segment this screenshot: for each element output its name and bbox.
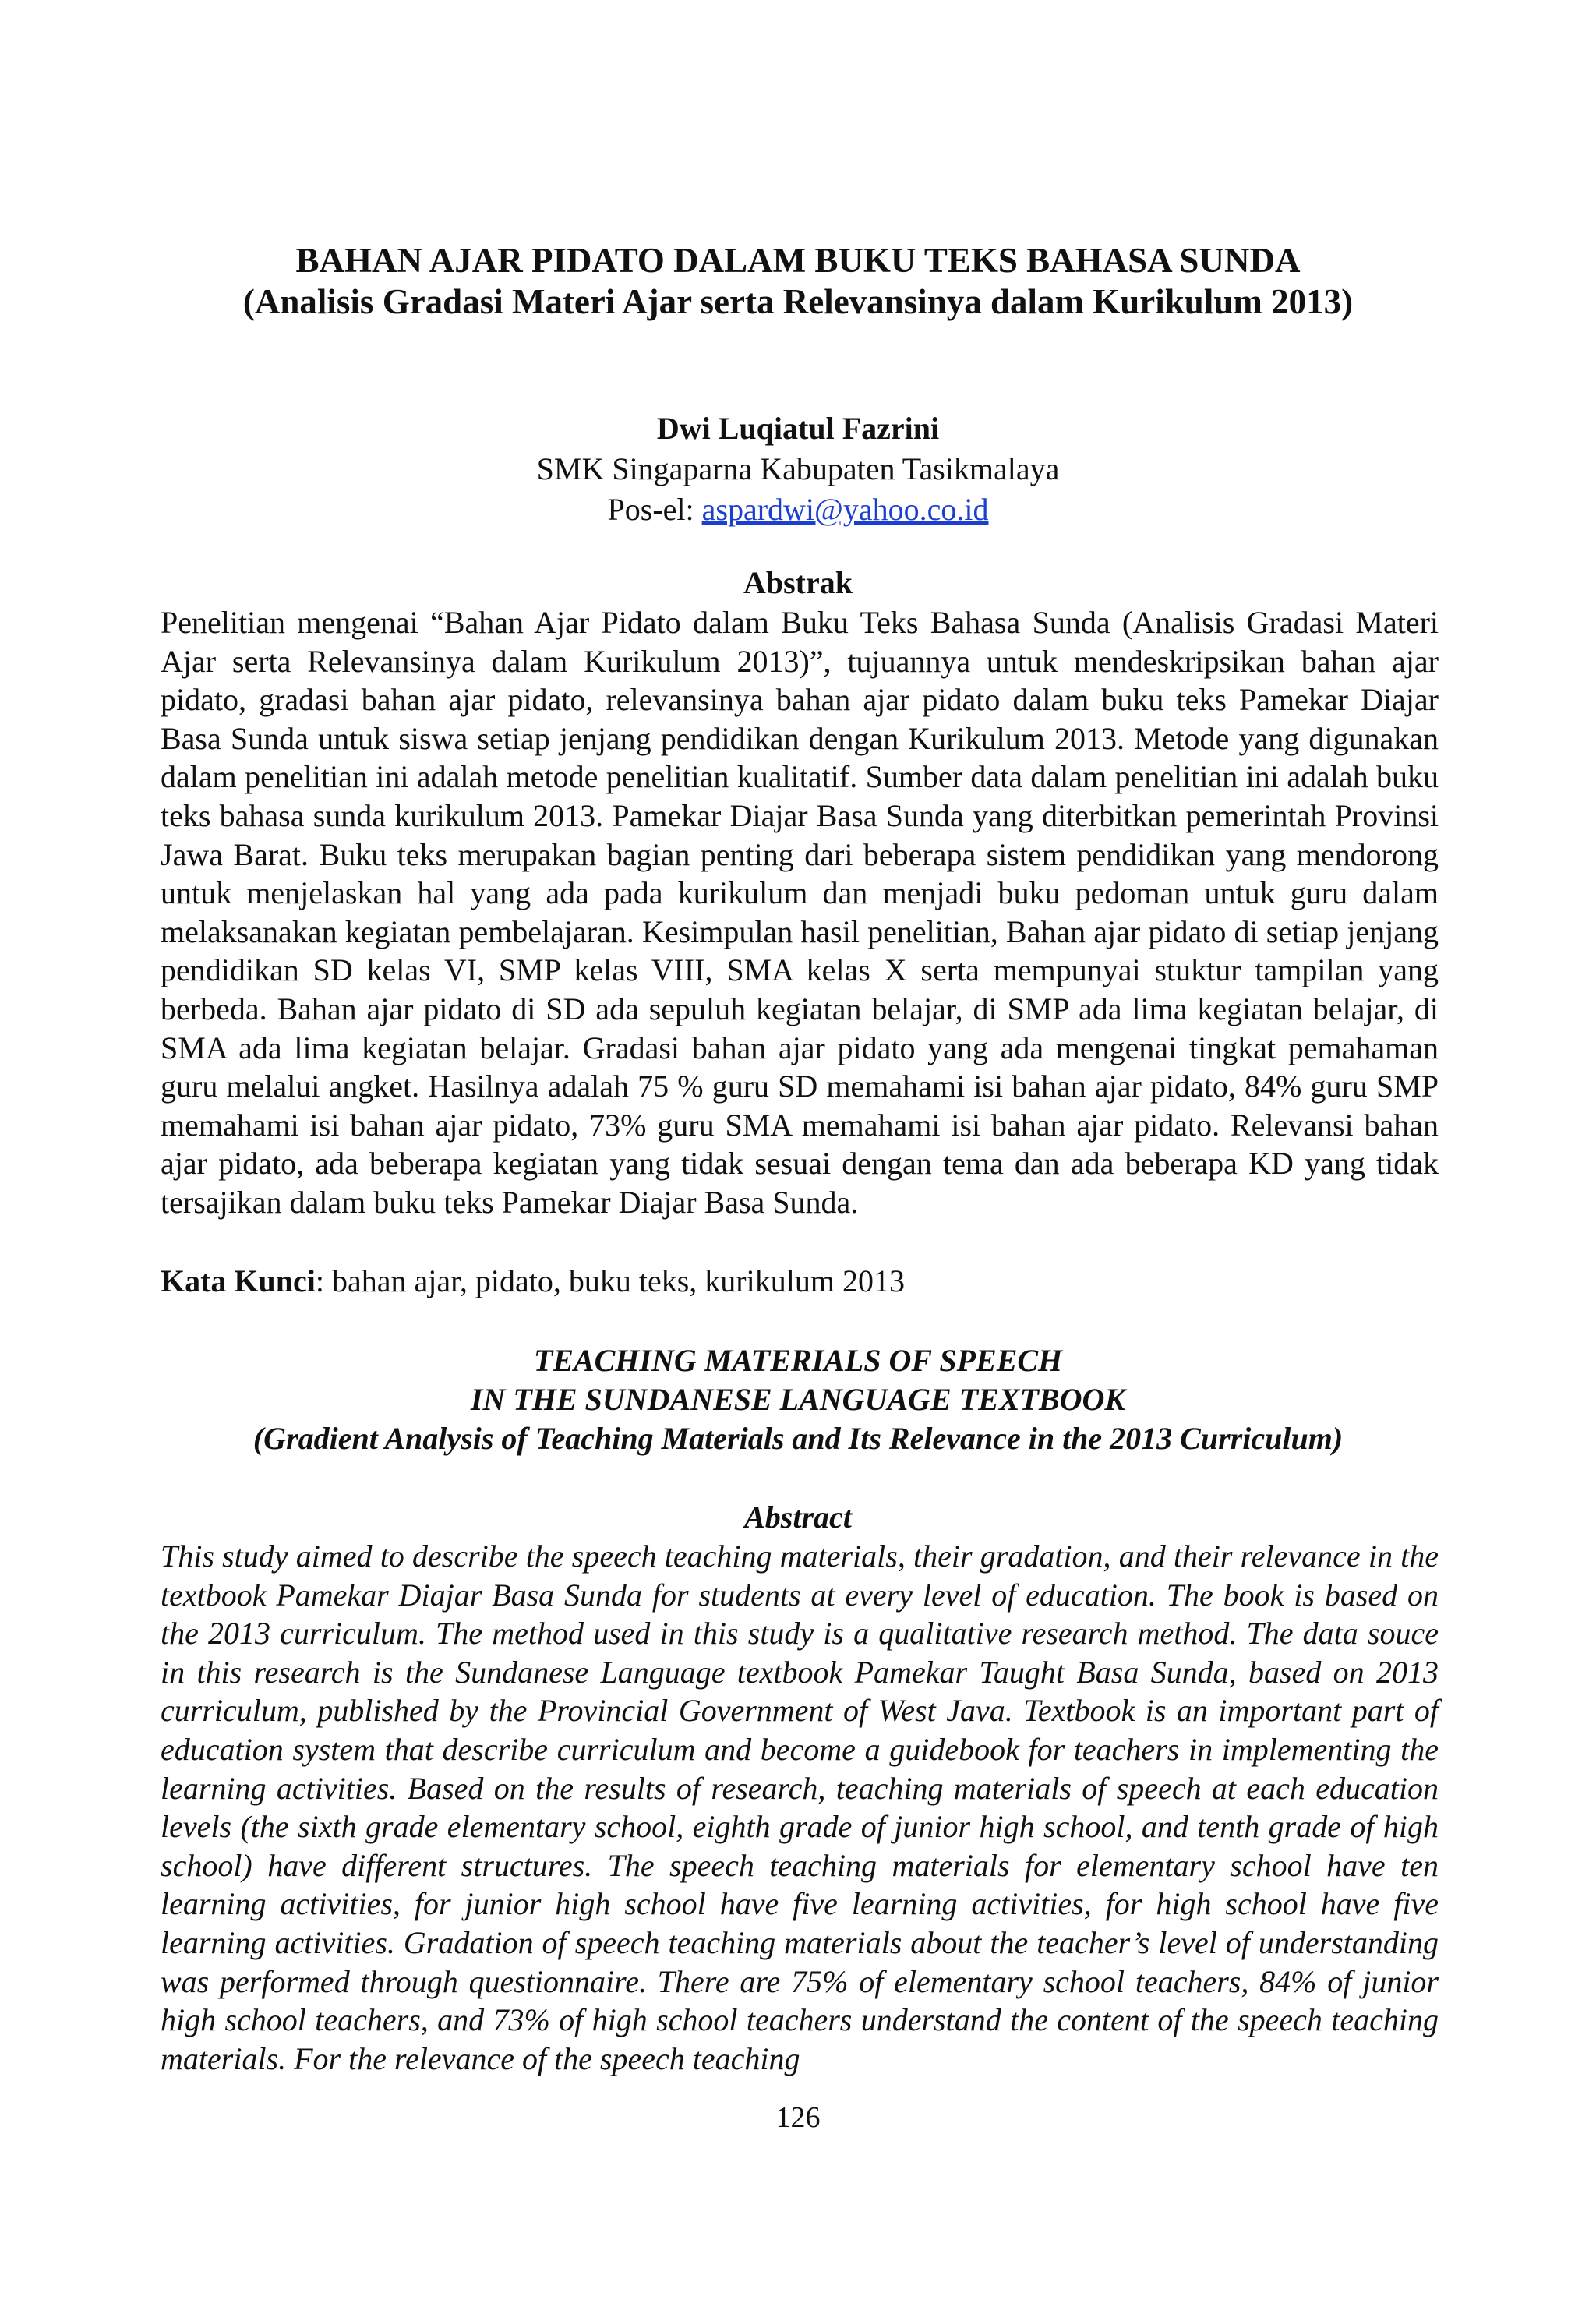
title-line-2: (Analisis Gradasi Materi Ajar serta Relevansinya dalam Kurikulum 2013) [242, 282, 1354, 321]
abstract-body: This study aimed to describe the speech teaching materials, their gradation, and their relevance in the textbook Pamekar Diajar Basa Sunda for students at every level of education. The book is based on the 2013 curriculum. The method used in this study is a qualitative research method. The data souce in this research is the Sundanese Language textbook Pamekar Taught Basa Sunda, based on 2013 curriculum, published by the Provincial Government of West Java. Textbook is an important part of education system that describe curriculum and become a guidebook for teachers in implementing the learning activities. Based on the results of research, teaching materials of speech at each education levels (the sixth grade elementary school, eighth grade of junior high school, and tenth grade of high school) have different structures. The speech teaching materials for elementary school have ten learning activities, for junior high school have five learning activities, for high school have five learning activities. Gradation of speech teaching materials about the teacher’s level of understanding was performed through questionnaire. There are 75% of elementary school teachers, 84% of junior high school teachers, and 73% of high school teachers understand the content of the speech teaching materials. For the relevance of the speech teaching [161, 1539, 1439, 2076]
abstrak-body: Penelitian mengenai “Bahan Ajar Pidato dalam Buku Teks Bahasa Sunda (Analisis Gradasi Materi Ajar serta Relevansinya dalam Kurikulum 2013)”, tujuannya untuk mendeskripsikan bahan ajar pidato, gradasi bahan ajar pidato, relevansinya bahan ajar pidato dalam buku teks Pamekar Diajar Basa Sunda untuk siswa setiap jenjang pendidikan dengan Kurikulum 2013. Metode yang digunakan dalam penelitian ini adalah metode penelitian kualitatif. Sumber data dalam penelitian ini adalah buku teks bahasa sunda kurikulum 2013. Pamekar Diajar Basa Sunda yang diterbitkan pemerintah Provinsi Jawa Barat. Buku teks merupakan bagian penting dari beberapa sistem pendidikan yang mendorong untuk menjelaskan hal yang ada pada kurikulum dan menjadi buku pedoman untuk guru dalam melaksanakan kegiatan pembelajaran. Kesimpulan hasil penelitian, Bahan ajar pidato di setiap jenjang pendidikan SD kelas VI, SMP kelas VIII, SMA kelas X serta mempunyai stuktur tampilan yang berbeda. Bahan ajar pidato di SD ada sepuluh kegiatan belajar, di SMP ada lima kegiatan belajar, di SMA ada lima kegiatan belajar. Gradasi bahan ajar pidato yang ada mengenai tingkat pemahaman guru melalui angket. Hasilnya adalah 75 % guru SD memahami isi bahan ajar pidato, 84% guru SMP memahami isi bahan ajar pidato, 73% guru SMA memahami isi bahan ajar pidato. Relevansi bahan ajar pidato, ada beberapa kegiatan yang tidak sesuai dengan tema dan ada beberapa KD yang tidak tersajikan dalam buku teks Pamekar Diajar Basa Sunda. [161, 605, 1439, 1220]
english-title [0, 1341, 1596, 1458]
keywords-label: Kata Kunci [161, 1263, 316, 1298]
english-title-line-3: (Gradient Analysis of Teaching Materials and Its Relevance in the 2013 Curriculum) [252, 1421, 1344, 1456]
author-info [0, 408, 1596, 530]
author-affiliation: SMK Singaparna Kabupaten Tasikmalaya [536, 451, 1060, 486]
title-line-1: BAHAN AJAR PIDATO DALAM BUKU TEKS BAHASA SUNDA [295, 241, 1301, 280]
english-title-line-2: IN THE SUNDANESE LANGUAGE TEXTBOOK [470, 1382, 1126, 1417]
author-email-line [0, 489, 1596, 530]
english-title-line-1: TEACHING MATERIALS OF SPEECH [533, 1343, 1063, 1378]
page-number: 126 [775, 2101, 821, 2134]
abstrak-heading: Abstrak [743, 565, 853, 600]
keywords-text: : bahan ajar, pidato, buku teks, kurikulum 2013 [315, 1263, 905, 1298]
email-prefix: Pos-el: [607, 492, 702, 527]
abstract-heading: Abstract [744, 1500, 852, 1535]
paper-title [0, 240, 1596, 323]
keywords [161, 1262, 1439, 1301]
author-name: Dwi Luqiatul Fazrini [656, 411, 940, 446]
email-link[interactable]: aspardwi@yahoo.co.id [701, 492, 989, 527]
